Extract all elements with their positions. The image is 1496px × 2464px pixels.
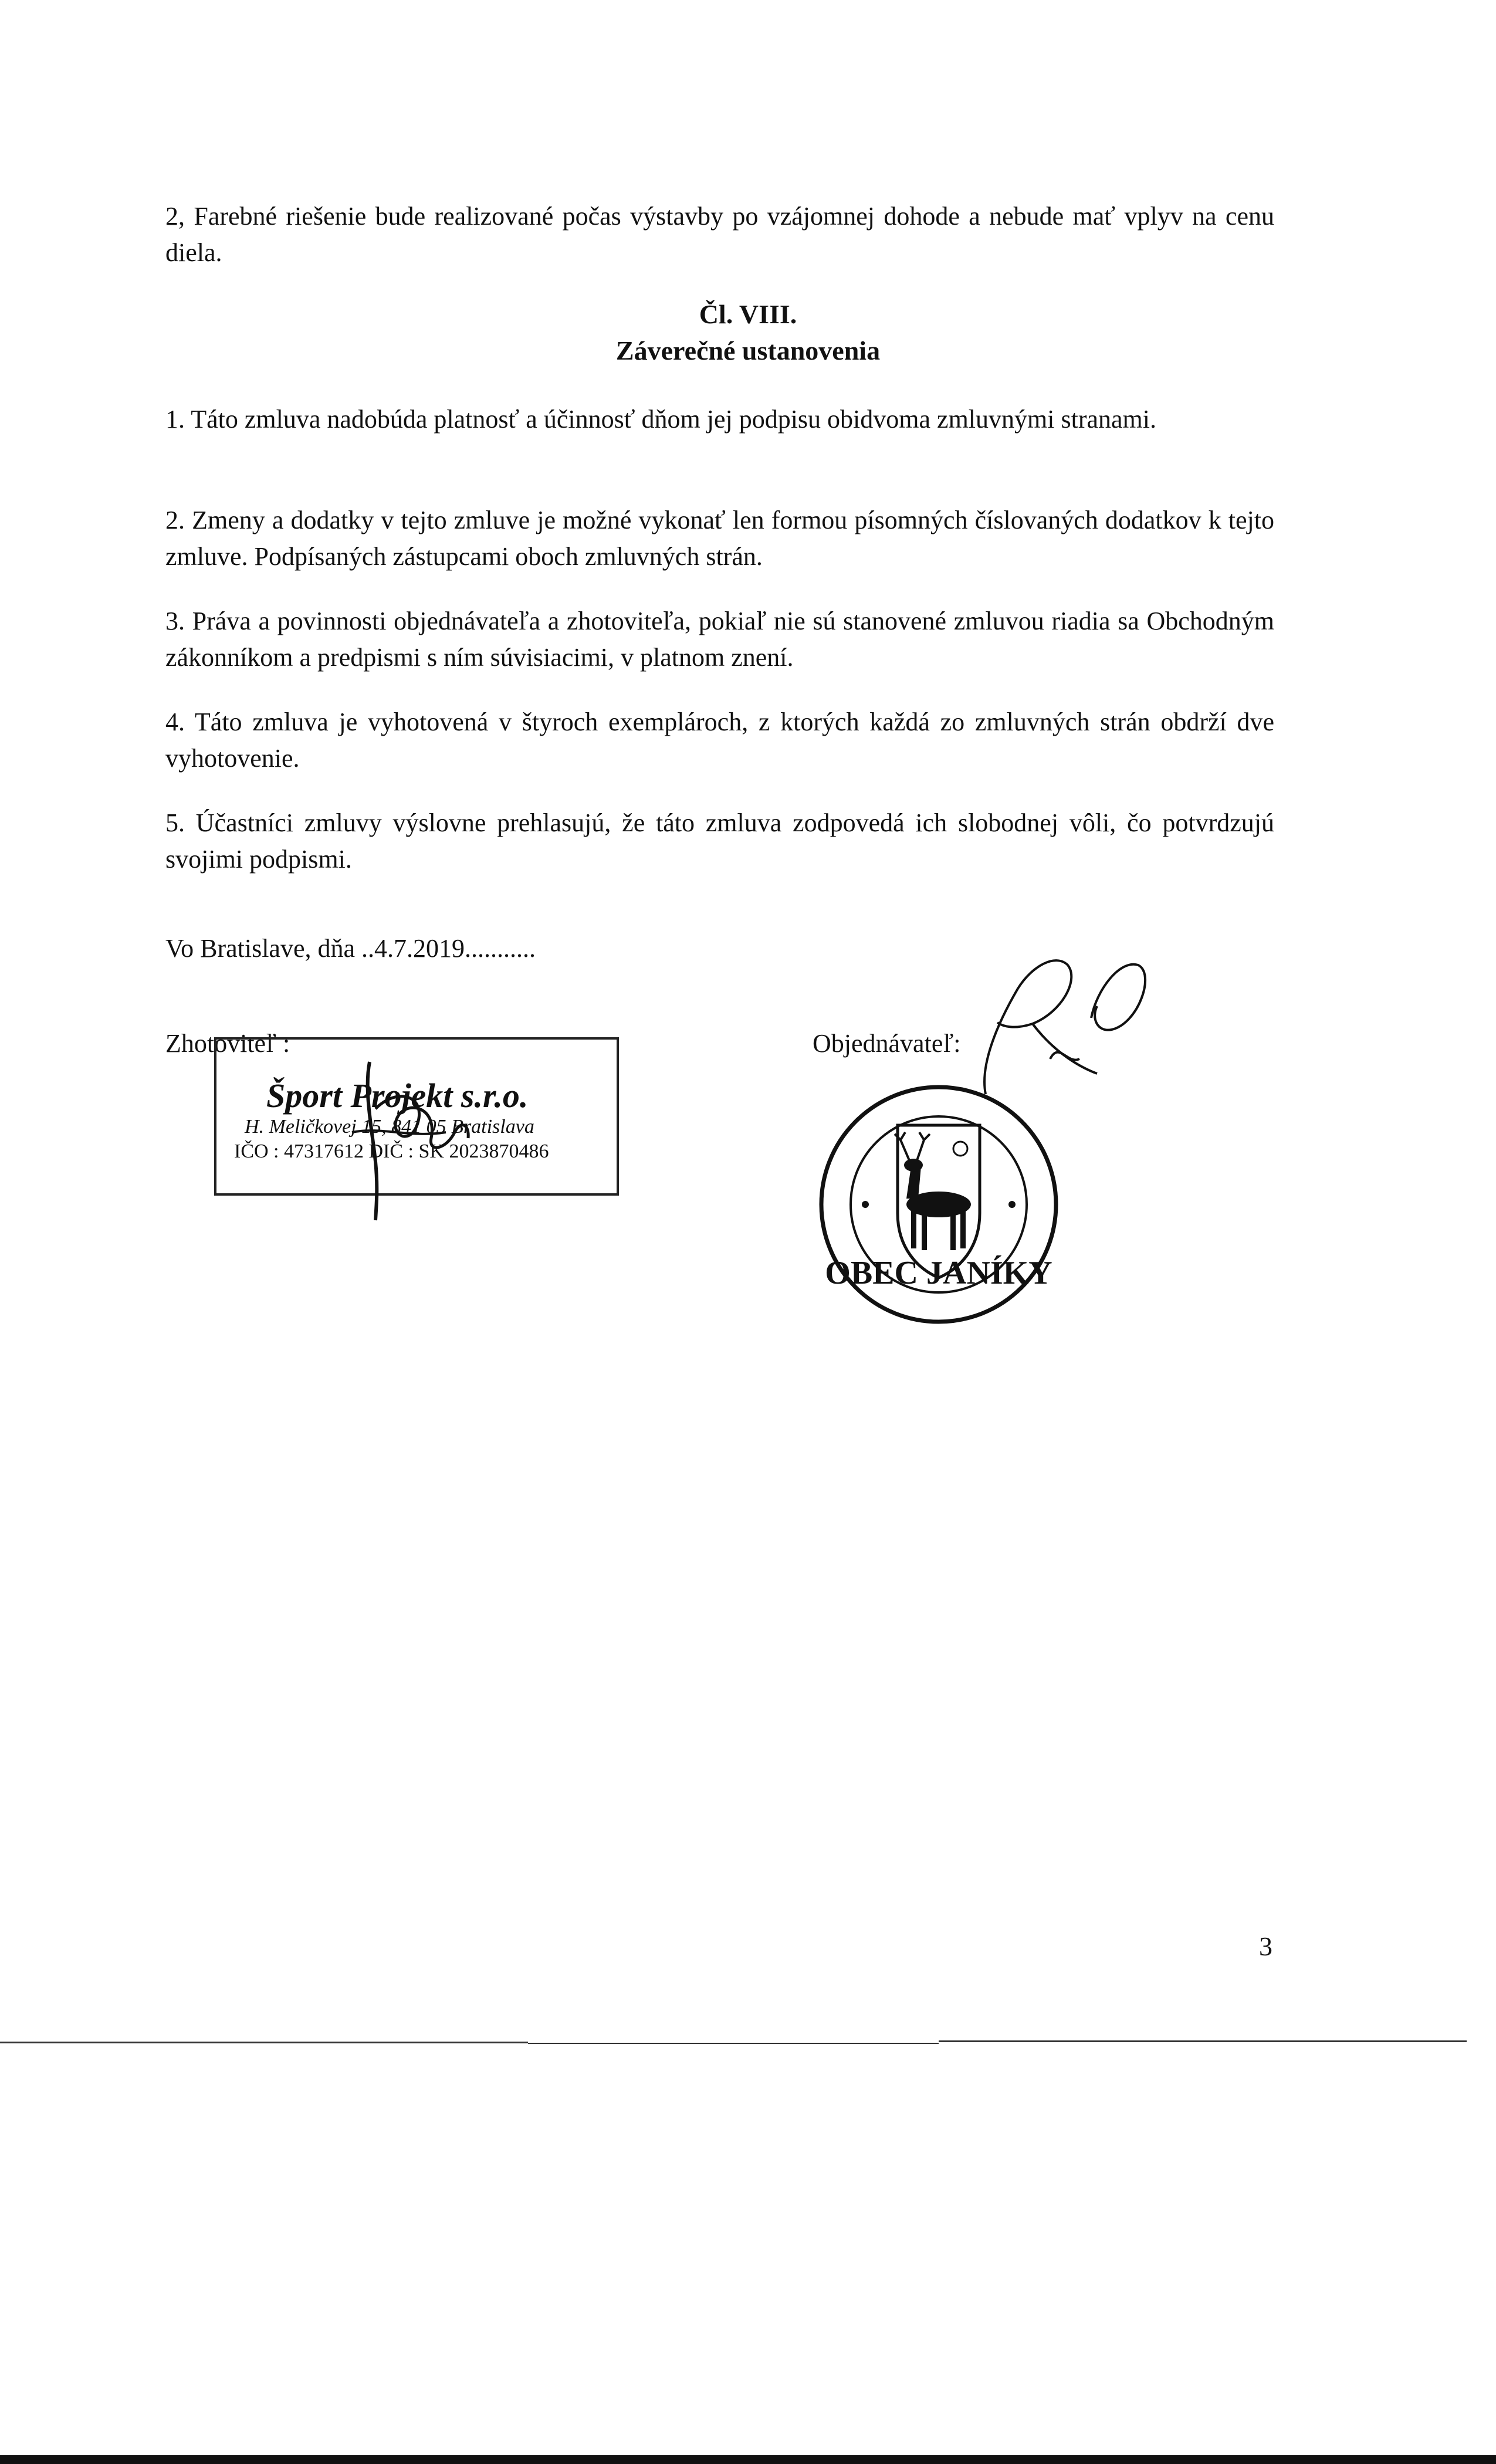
stamp-company-name: Šport Projekt s.r.o.: [266, 1077, 529, 1115]
article-title: Záverečné ustanovenia: [615, 336, 881, 365]
place-and-date: Vo Bratislave, dňa ..4.7.2019...........: [165, 934, 536, 963]
municipality-seal: [813, 1078, 1065, 1331]
paragraph-2: 2. Zmeny a dodatky v tejto zmluve je možné vykonať len formou písomných číslovaných dodatkov k tejto zmluve. Podpísaných zástupcami oboch zmluvných strán.: [165, 506, 1274, 571]
article-number: Čl. VIII.: [699, 299, 797, 329]
client-signature: [962, 947, 1156, 1100]
contractor-signature: [329, 1044, 516, 1226]
scan-line-middle: [528, 2043, 939, 2044]
client-label: Objednávateľ:: [813, 1029, 961, 1058]
paragraph-1: 1. Táto zmluva nadobúda platnosť a účinnosť dňom jej podpisu obidvoma zmluvnými stranami.: [165, 405, 1156, 434]
paragraph-color-solution: 2, Farebné riešenie bude realizované počas výstavby po vzájomnej dohode a nebude mať vplyv na cenu diela.: [165, 202, 1274, 267]
paragraph-3: 3. Práva a povinnosti objednávateľa a zhotoviteľa, pokiaľ nie sú stanovené zmluvou riadia sa Obchodným zákonníkom a predpismi s ním súvisiacimi, v platnom znení.: [165, 607, 1274, 672]
paragraph-4: 4. Táto zmluva je vyhotovená v štyroch exemplároch, z ktorých každá zo zmluvných strán obdrží dve vyhotovenie.: [165, 708, 1274, 773]
scan-line-right: [939, 2040, 1467, 2042]
deer-emblem-icon: [895, 1132, 971, 1250]
stamp-address: H. Meličkovej 15, 841 05 Bratislava: [245, 1116, 534, 1138]
scan-bottom-edge: [0, 2455, 1496, 2464]
seal-text: OBEC JANÍKY: [825, 1255, 1052, 1291]
page-number: 3: [1259, 1931, 1272, 1961]
stamp-ids: IČO : 47317612 DIČ : SK 2023870486: [234, 1140, 549, 1162]
paragraph-5: 5. Účastníci zmluvy výslovne prehlasujú, že táto zmluva zodpovedá ich slobodnej vôli, čo potvrdzujú svojimi podpismi.: [165, 808, 1274, 874]
scan-line-left: [0, 2042, 528, 2043]
contractor-label: Zhotoviteľ :: [165, 1029, 290, 1058]
